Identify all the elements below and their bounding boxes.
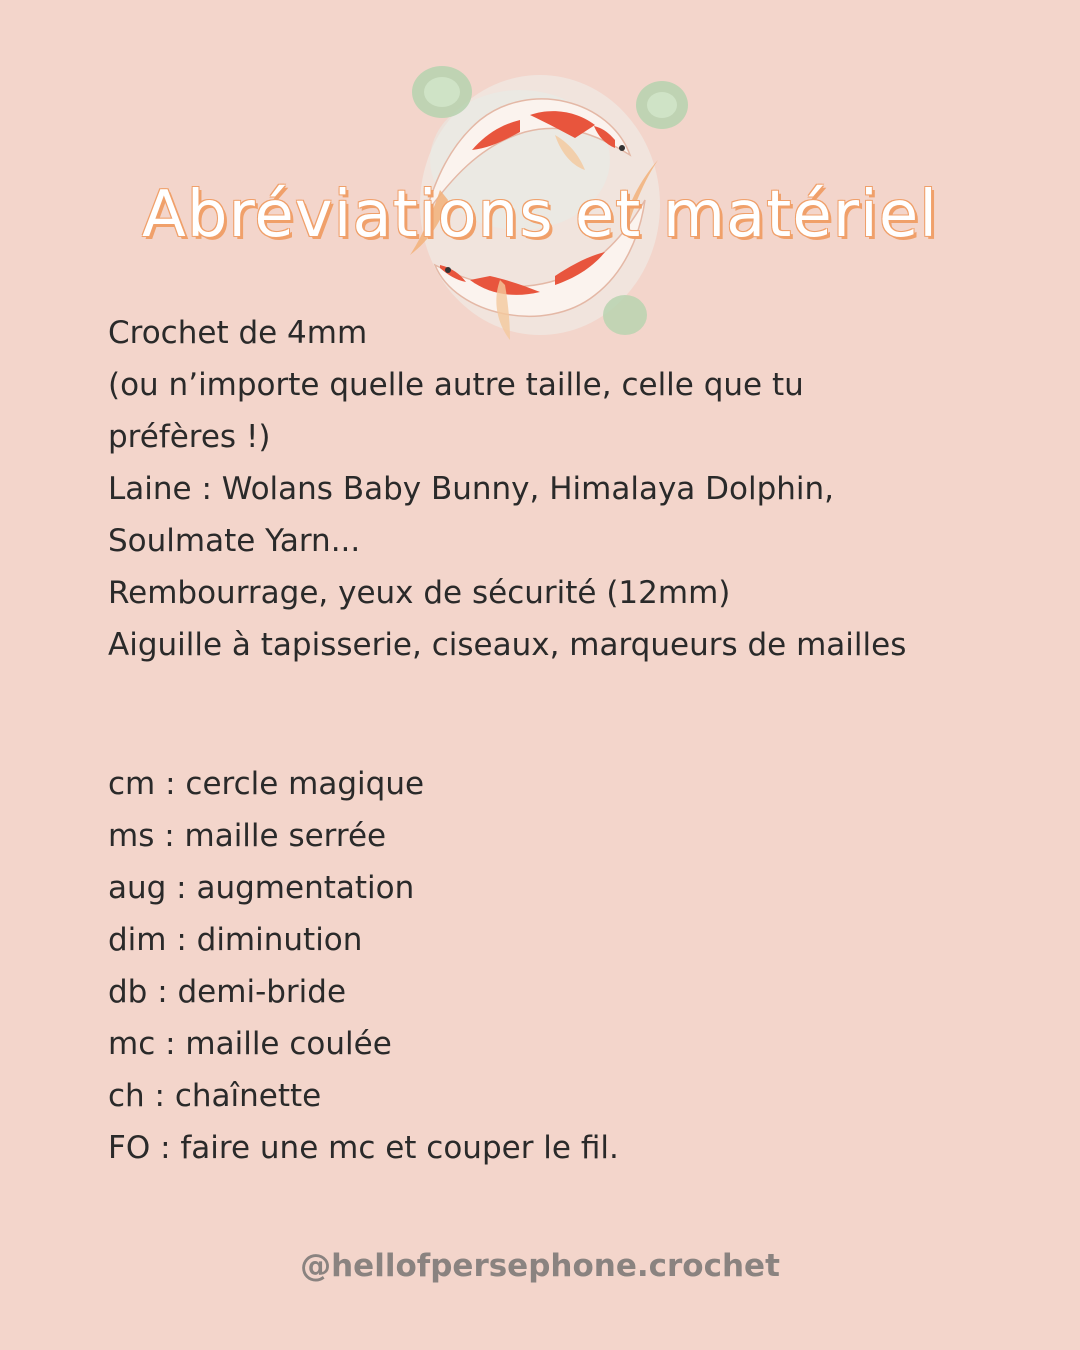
list-item: Crochet de 4mm bbox=[108, 315, 368, 351]
list-item: FO : faire une mc et couper le fil. bbox=[108, 1130, 619, 1166]
list-item: Rembourrage, yeux de sécurité (12mm) bbox=[108, 575, 731, 611]
list-item: ch : chaînette bbox=[108, 1078, 322, 1114]
list-item: Aiguille à tapisserie, ciseaux, marqueurs de mailles bbox=[108, 627, 907, 663]
list-item: Laine : Wolans Baby Bunny, Himalaya Dolphin, bbox=[108, 471, 835, 507]
list-item: aug : augmentation bbox=[108, 870, 415, 906]
social-handle: @hellofpersephone.crochet bbox=[300, 1248, 780, 1284]
list-item: préfères !) bbox=[108, 419, 271, 455]
list-item: Soulmate Yarn... bbox=[108, 523, 361, 559]
page-title: Abréviations et matériel bbox=[142, 178, 938, 252]
materials-list bbox=[108, 307, 1008, 671]
list-item: cm : cercle magique bbox=[108, 766, 425, 802]
list-item: dim : diminution bbox=[108, 922, 363, 958]
list-item: ms : maille serrée bbox=[108, 818, 387, 854]
list-item: (ou n’importe quelle autre taille, celle que tu bbox=[108, 367, 804, 403]
list-item: mc : maille coulée bbox=[108, 1026, 392, 1062]
abbreviations-list bbox=[108, 758, 1008, 1174]
list-item: db : demi-bride bbox=[108, 974, 347, 1010]
